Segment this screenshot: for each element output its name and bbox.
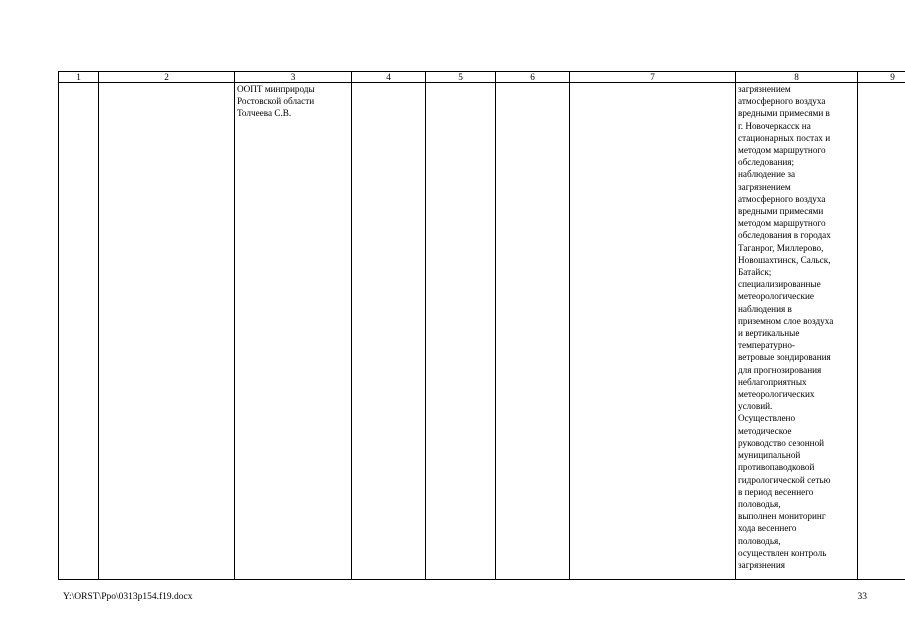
cell-text-line: муниципальной — [738, 450, 801, 461]
column-header-9: 9 — [858, 72, 905, 83]
cell-text-line: и вертикальные — [738, 328, 800, 339]
column-header-7: 7 — [570, 72, 736, 83]
cell-text-line: хода весеннего — [738, 523, 797, 534]
cell-col-8 — [736, 83, 858, 580]
cell-text-line: вредными примесями в — [738, 108, 830, 119]
cell-text-line: гидрологической сетью — [738, 474, 831, 485]
cell-text-line: условий. — [738, 401, 773, 412]
cell-text-line: наблюдения в — [738, 303, 792, 314]
cell-text-line: ветровые зондирования — [738, 352, 831, 363]
cell-text-line: методом маршрутного — [738, 145, 826, 156]
cell-text-line: для прогнозирования — [738, 364, 822, 375]
cell-text-line: осуществлен контроль — [738, 547, 827, 558]
cell-text-line: неблагоприятных — [738, 376, 807, 387]
cell-text-line: обследования в городах — [738, 230, 831, 241]
cell-text-line: Толчеева С.В. — [237, 108, 292, 119]
column-header-5: 5 — [426, 72, 496, 83]
cell-text-line: методом маршрутного — [738, 218, 826, 229]
cell-text-line: стационарных постах и — [738, 132, 831, 143]
cell-col-9 — [858, 83, 905, 580]
cell-text-line: наблюдение за — [738, 169, 796, 180]
cell-text-line: атмосферного воздуха — [738, 193, 826, 204]
cell-text-line: метеорологических — [738, 389, 815, 400]
cell-text-line: Новошахтинск, Сальск, — [738, 254, 831, 265]
cell-text-line: методическое — [738, 425, 792, 436]
cell-col-3 — [235, 83, 352, 580]
cell-text-line: руководство сезонной — [738, 437, 825, 448]
cell-text-line: ООПТ минприроды — [237, 84, 315, 94]
cell-text-line: атмосферного воздуха — [738, 96, 826, 107]
cell-text-line: загрязнением — [738, 181, 791, 192]
document-table — [58, 71, 905, 580]
column-header-3: 3 — [235, 72, 352, 83]
table-row — [59, 83, 905, 580]
cell-col-2 — [99, 83, 235, 580]
cell-text-line: выполнен мониторинг — [738, 511, 826, 522]
page-number: 33 — [857, 592, 867, 602]
cell-text-line: Таганрог, Миллерово, — [738, 242, 824, 253]
column-header-6: 6 — [496, 72, 570, 83]
cell-text-line: метеорологические — [738, 291, 814, 302]
column-header-4: 4 — [352, 72, 426, 83]
cell-text-line: половодья, — [738, 535, 781, 546]
cell-col-6 — [496, 83, 570, 580]
cell-text-line: в период весеннего — [738, 486, 814, 497]
cell-text-line: загрязнения — [738, 559, 785, 570]
footer-file-path: Y:\ORST\Ppo\0313p154.f19.docx — [63, 592, 193, 602]
cell-col-1 — [59, 83, 99, 580]
cell-text-line: обследования; — [738, 157, 795, 168]
cell-text-line: Ростовской области — [237, 96, 315, 107]
cell-text-line: температурно- — [738, 340, 795, 351]
cell-text-line: вредными примесями — [738, 206, 824, 217]
cell-text-line: противопаводковой — [738, 462, 815, 473]
column-header-2: 2 — [99, 72, 235, 83]
column-header-8: 8 — [736, 72, 858, 83]
cell-text-line: г. Новочеркасск на — [738, 120, 811, 131]
cell-text-line: приземном слое воздуха — [738, 315, 834, 326]
cell-text-line: Осуществлено — [738, 413, 796, 424]
cell-text-line: половодья, — [738, 498, 781, 509]
column-header-1: 1 — [59, 72, 99, 83]
cell-text-line: загрязнением — [738, 84, 791, 94]
cell-text-line: специализированные — [738, 279, 821, 290]
cell-col-4 — [352, 83, 426, 580]
header-row — [59, 72, 905, 83]
cell-col-7 — [570, 83, 736, 580]
cell-text-line: Батайск; — [738, 267, 772, 278]
cell-col-5 — [426, 83, 496, 580]
